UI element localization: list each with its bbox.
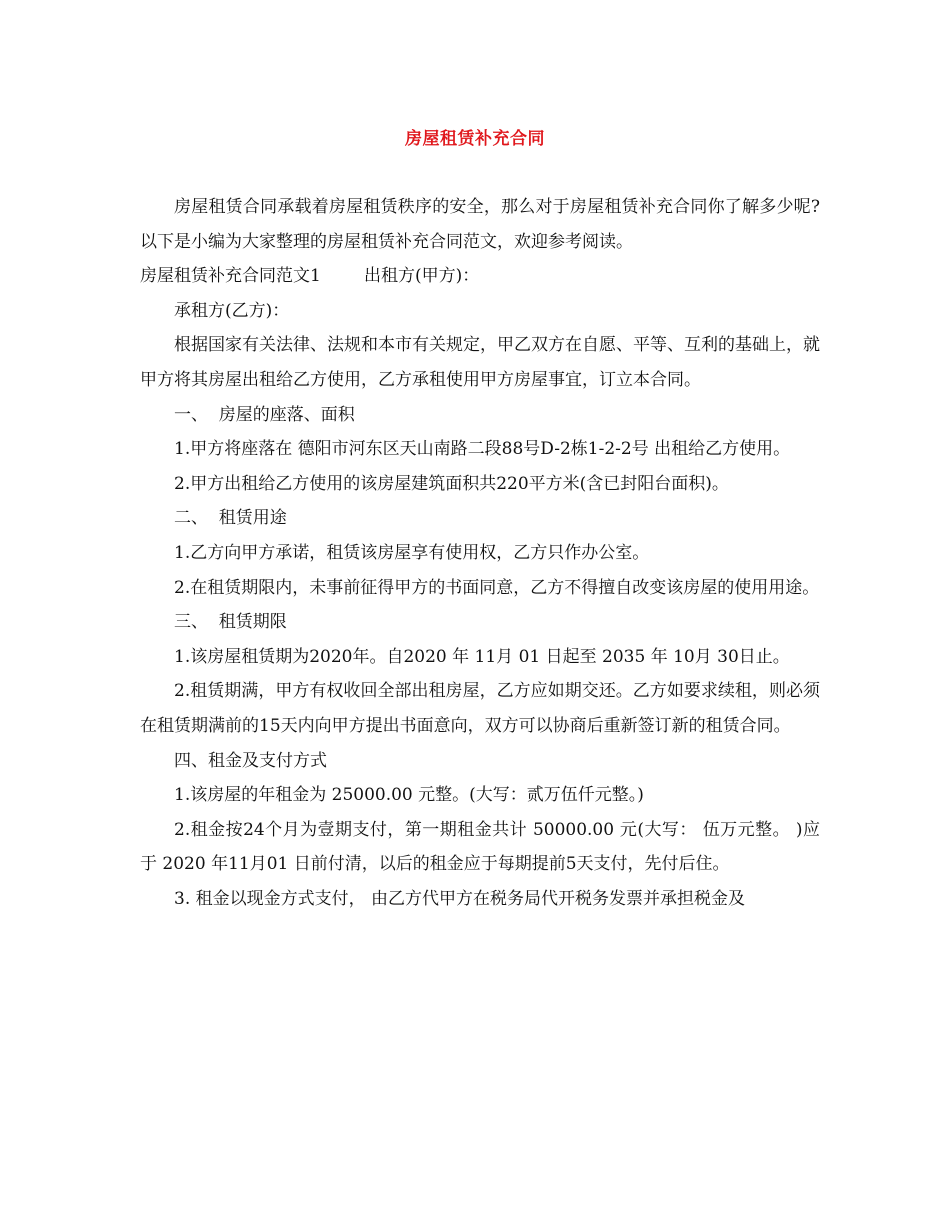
paragraph: 房屋租赁补充合同范文1 出租方(甲方)： bbox=[140, 266, 480, 287]
section-heading: 四、租金及支付方式 bbox=[174, 750, 327, 771]
document-title: 房屋租赁补充合同 bbox=[405, 129, 545, 149]
paragraph: 根据国家有关法律、法规和本市有关规定，甲乙双方在自愿、平等、互利的基础上，就甲方将其房屋出租给乙方使用，乙方承租使用甲方房屋事宜，订立本合同。 bbox=[140, 335, 820, 390]
paragraph: 2.甲方出租给乙方使用的该房屋建筑面积共220平方米(含已封阳台面积)。 bbox=[174, 473, 729, 494]
paragraph: 1.乙方向甲方承诺，租赁该房屋享有使用权，乙方只作办公室。 bbox=[174, 542, 650, 563]
paragraph: 房屋租赁合同承载着房屋租赁秩序的安全，那么对于房屋租赁补充合同你了解多少呢?以下是小编为大家整理的房屋租赁补充合同范文，欢迎参考阅读。 bbox=[140, 197, 820, 252]
document-body bbox=[140, 190, 820, 916]
paragraph: 3. 租金以现金方式支付， 由乙方代甲方在税务局代开税务发票并承担税金及 bbox=[174, 888, 746, 909]
section-heading: 三、 租赁期限 bbox=[174, 612, 287, 633]
paragraph: 1.该房屋租赁期为2020年。自2020 年 11月 01 日起至 2035 年 10月 30日止。 bbox=[174, 646, 790, 667]
paragraph: 2.租金按24个月为壹期支付，第一期租金共计 50000.00 元(大写： 伍万元整。 )应于 2020 年11月01 日前付清，以后的租金应于每期提前5天支付，先付后住。 bbox=[140, 819, 820, 875]
paragraph: 承租方(乙方)： bbox=[174, 300, 290, 321]
section-heading: 一、 房屋的座落、面积 bbox=[174, 404, 355, 425]
paragraph: 2.租赁期满，甲方有权收回全部出租房屋，乙方应如期交还。乙方如要求续租，则必须在租赁期满前的15天内向甲方提出书面意向，双方可以协商后重新签订新的租赁合同。 bbox=[140, 681, 820, 736]
section-heading: 二、 租赁用途 bbox=[174, 508, 287, 529]
paragraph: 1.甲方将座落在 德阳市河东区天山南路二段88号D-2栋1-2-2号 出租给乙方使用。 bbox=[174, 439, 791, 460]
paragraph: 2.在租赁期限内，未事前征得甲方的书面同意，乙方不得擅自改变该房屋的使用用途。 bbox=[174, 577, 820, 598]
paragraph: 1.该房屋的年租金为 25000.00 元整。(大写：贰万伍仟元整。) bbox=[174, 785, 644, 806]
